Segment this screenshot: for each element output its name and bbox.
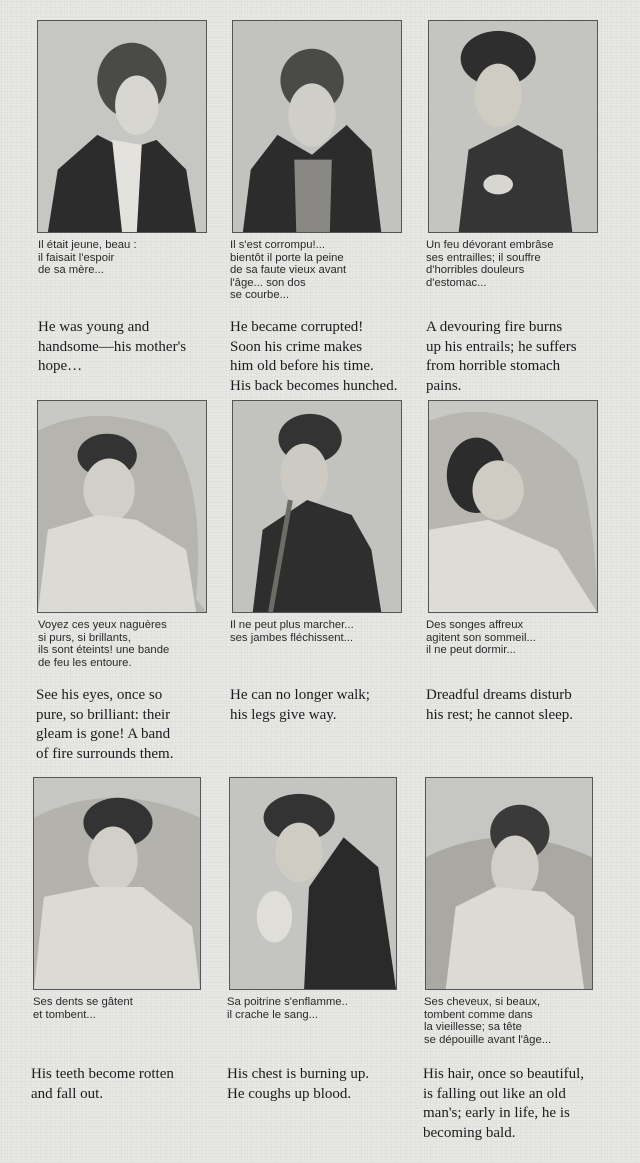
french-caption: Des songes affreux agitent son sommeil... il ne peut dormir... (426, 619, 536, 657)
english-caption: Dreadful dreams disturb his rest; he cannot sleep. (426, 687, 574, 723)
portrait-illustration-sleeping (428, 400, 598, 613)
english-caption: A devouring fire burns up his entrails; he suffers from horrible stomach pains. (426, 319, 577, 394)
french-caption: Un feu dévorant embrâse ses entrailles; il souffre d'horribles douleurs d'estomac... (426, 239, 554, 289)
english-caption: See his eyes, once so pure, so brilliant: their gleam is gone! A band of fire surrounds them. (36, 687, 174, 762)
portrait-illustration-teeth (33, 777, 201, 990)
portrait-illustration-eyes (37, 400, 207, 613)
portrait-illustration-crutch (232, 400, 402, 613)
french-caption: Voyez ces yeux naguères si purs, si brillants, ils sont éteints! une bande de feu les entoure. (38, 619, 170, 669)
portrait-illustration-coughing (229, 777, 397, 990)
english-caption: He became corrupted! Soon his crime makes him old before his time. His back becomes hunched. (230, 319, 398, 394)
french-caption: Ses dents se gâtent et tombent... (33, 996, 133, 1021)
english-caption: His hair, once so beautiful, is falling out like an old man's; early in life, he is becoming bald. (423, 1066, 585, 1141)
french-caption: Il était jeune, beau : il faisait l'espoir de sa mère... (38, 239, 137, 277)
portrait-illustration-bald (425, 777, 593, 990)
english-caption: His teeth become rotten and fall out. (31, 1066, 174, 1102)
french-caption: Il s'est corrompu!... bientôt il porte la peine de sa faute vieux avant l'âge... son dos se courbe... (230, 239, 347, 302)
portrait-illustration-young (37, 20, 207, 233)
english-caption: He was young and handsome—his mother's hope… (38, 319, 187, 374)
portrait-illustration-corrupted (232, 20, 402, 233)
english-caption: His chest is burning up. He coughs up blood. (227, 1066, 370, 1102)
portrait-illustration-stomach-pain (428, 20, 598, 233)
french-caption: Ses cheveux, si beaux, tombent comme dans la vieillesse; sa tête se dépouille avant l'âge... (424, 996, 552, 1046)
english-caption: He can no longer walk; his legs give way. (230, 687, 370, 723)
french-caption: Sa poitrine s'enflamme.. il crache le sang... (227, 996, 348, 1021)
french-caption: Il ne peut plus marcher... ses jambes fléchissent... (230, 619, 354, 644)
